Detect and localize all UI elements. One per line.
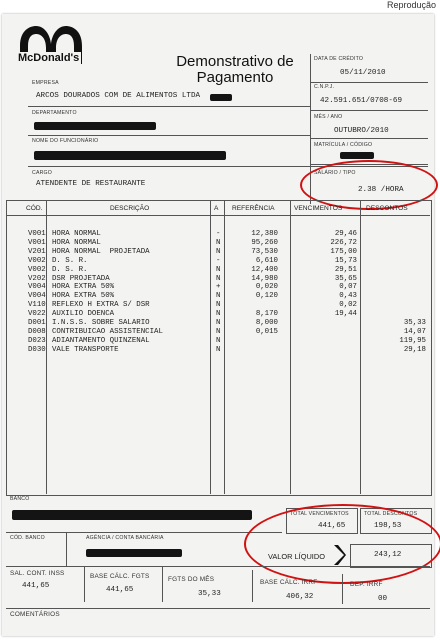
row-desconto: 119,95: [399, 336, 426, 345]
row-referencia: 0,015: [255, 327, 278, 336]
table-row: [2, 292, 434, 301]
total-descontos-label: TOTAL DESCONTOS: [364, 511, 418, 517]
col-header-a: A: [214, 205, 219, 212]
row-desconto: 29,18: [403, 345, 426, 354]
redacted-agencia: [86, 549, 182, 557]
departamento-label: DEPARTAMENTO: [32, 110, 77, 116]
redacted-matricula: [340, 152, 374, 159]
dep-irrf-value: 00: [378, 595, 388, 603]
table-row: [2, 346, 434, 355]
divider: [310, 138, 428, 139]
fgts-mes-value: 35,33: [198, 590, 221, 598]
mes-ano-value: OUTUBRO/2010: [334, 127, 389, 135]
valor-liquido-label: VALOR LÍQUIDO: [268, 552, 325, 561]
sal-cont-inss-label: SAL. CONT. INSS: [10, 570, 65, 577]
row-indicator: -: [216, 230, 221, 238]
divider: [28, 135, 310, 136]
row-indicator: N: [216, 292, 221, 301]
cnpj-value: 42.591.651/0708-69: [320, 97, 403, 105]
salario-label: SALÁRIO / TIPO: [314, 170, 356, 176]
row-referencia: 12,400: [251, 265, 278, 274]
row-description: AUXILIO DOENCA: [52, 310, 115, 319]
matricula-label: MATRÍCULA / CÓDIGO: [314, 142, 373, 148]
row-referencia: 8,000: [255, 319, 278, 327]
row-vencimento: 226,72: [330, 238, 357, 247]
agencia-label: AGÊNCIA / CONTA BANCÁRIA: [86, 535, 164, 541]
row-desconto: 14,07: [403, 327, 426, 336]
row-indicator: N: [216, 301, 221, 310]
row-code: V004: [28, 283, 46, 292]
table-row: [2, 248, 434, 257]
col-divider: [84, 566, 85, 602]
cargo-value: ATENDENTE DE RESTAURANTE: [36, 180, 146, 188]
row-code: V002: [28, 256, 46, 265]
salario-value: 2.38 /HORA: [358, 186, 404, 194]
row-description: I.N.S.S. SOBRE SALARIO: [52, 319, 150, 327]
col-divider: [162, 566, 163, 602]
col-header-cod: CÓD.: [26, 205, 43, 212]
redacted-funcionario-name: [34, 151, 226, 160]
redacted-empresa-suffix: [210, 94, 232, 101]
row-code: V022: [28, 310, 46, 319]
row-code: V202: [28, 274, 46, 283]
table-row: [2, 328, 434, 337]
row-code: V001: [28, 230, 46, 238]
funcionario-label: NOME DO FUNCIONÁRIO: [32, 138, 99, 144]
total-descontos-value: 198,53: [374, 522, 402, 530]
base-irrf-value: 406,32: [286, 593, 314, 601]
row-description: HORA NORMAL PROJETADA: [52, 247, 150, 256]
row-indicator: N: [216, 247, 221, 256]
divider: [310, 110, 428, 111]
table-row: [2, 310, 434, 319]
row-description: CONTRIBUICAO ASSISTENCIAL: [52, 327, 163, 336]
divider: [28, 106, 310, 107]
row-description: D. S. R.: [52, 265, 88, 274]
row-indicator: N: [216, 327, 221, 336]
divider: [310, 82, 428, 83]
row-vencimento: 19,44: [334, 310, 357, 319]
row-code: V110: [28, 301, 46, 310]
row-referencia: 14,980: [251, 274, 278, 283]
redacted-banco: [12, 510, 252, 520]
row-code: D030: [28, 345, 46, 354]
col-header-descricao: DESCRIÇÃO: [110, 205, 150, 212]
row-vencimento: 0,43: [339, 292, 357, 301]
data-credito-label: DATA DE CRÉDITO: [314, 56, 364, 62]
col-header-vencimentos: VENCIMENTOS: [294, 205, 343, 212]
base-irrf-label: BASE CÁLC. IRRF: [260, 579, 318, 586]
row-vencimento: 175,00: [330, 247, 357, 256]
row-referencia: 73,530: [251, 247, 278, 256]
redacted-departamento: [34, 122, 156, 130]
row-description: HORA NORMAL: [52, 230, 101, 238]
annotation-circle-totals: [244, 504, 440, 584]
table-row: [2, 283, 434, 292]
table-row: [2, 230, 434, 239]
row-code: D023: [28, 336, 46, 345]
row-referencia: 0,020: [255, 283, 278, 292]
row-indicator: N: [216, 345, 221, 354]
row-code: V004: [28, 292, 46, 301]
image-credit: Reprodução: [386, 0, 436, 10]
divider: [6, 608, 430, 609]
row-code: V002: [28, 265, 46, 274]
table-row: [2, 301, 434, 310]
sal-cont-inss-value: 441,65: [22, 582, 50, 590]
row-referencia: 95,260: [251, 238, 278, 247]
fgts-mes-label: FGTS DO MÊS: [168, 576, 215, 583]
row-description: VALE TRANSPORTE: [52, 345, 119, 354]
row-code: D008: [28, 327, 46, 336]
divider: [6, 566, 430, 567]
table-row: [2, 257, 434, 266]
row-referencia: 8,170: [255, 310, 278, 319]
cargo-label: CARGO: [32, 170, 53, 176]
row-description: ADIANTAMENTO QUINZENAL: [52, 336, 150, 345]
title-line-1: Demonstrativo de: [176, 53, 294, 70]
row-vencimento: 29,51: [334, 265, 357, 274]
row-referencia: 6,610: [255, 256, 278, 265]
table-row: [2, 337, 434, 346]
row-indicator: N: [216, 265, 221, 274]
total-vencimentos-value: 441,65: [318, 522, 346, 530]
col-divider: [66, 532, 67, 566]
row-indicator: N: [216, 274, 221, 283]
table-header-divider: [6, 215, 430, 216]
col-header-descontos: DESCONTOS: [366, 205, 408, 212]
divider: [6, 532, 282, 533]
row-indicator: -: [216, 256, 221, 265]
table-row: [2, 275, 434, 284]
cnpj-label: C.N.P.J.: [314, 84, 335, 90]
row-indicator: N: [216, 310, 221, 319]
row-referencia: 0,120: [255, 292, 278, 301]
row-desconto: 35,33: [403, 319, 426, 327]
col-divider: [342, 574, 343, 604]
banco-label: BANCO: [10, 496, 30, 502]
row-vencimento: 35,65: [334, 274, 357, 283]
dep-irrf-label: DEP. IRRF: [350, 581, 383, 588]
document-title: [162, 54, 308, 86]
col-header-referencia: REFERÊNCIA: [232, 205, 275, 212]
row-code: V001: [28, 238, 46, 247]
title-line-2: Pagamento: [196, 69, 274, 86]
base-fgts-value: 441,65: [106, 586, 134, 594]
row-description: D. S. R.: [52, 256, 88, 265]
row-indicator: N: [216, 336, 221, 345]
row-code: V201: [28, 247, 46, 256]
empresa-label: EMPRESA: [32, 80, 59, 86]
col-divider: [252, 570, 253, 602]
row-code: D001: [28, 319, 46, 327]
row-description: DSR PROJETADA: [52, 274, 110, 283]
data-credito-value: 05/11/2010: [340, 69, 386, 77]
cod-banco-label: CÓD. BANCO: [10, 535, 45, 541]
valor-liquido-value: 243,12: [374, 551, 402, 559]
table-row: [2, 239, 434, 248]
row-description: HORA EXTRA 50%: [52, 292, 115, 301]
total-vencimentos-label: TOTAL VENCIMENTOS: [290, 511, 349, 517]
row-description: HORA NORMAL: [52, 238, 101, 247]
row-description: HORA EXTRA 50%: [52, 283, 115, 292]
mes-ano-label: MÊS / ANO: [314, 114, 343, 120]
row-vencimento: 0,07: [339, 283, 357, 292]
row-indicator: N: [216, 238, 221, 247]
row-vencimento: 0,02: [339, 301, 357, 310]
brand-name: McDonald's: [18, 52, 80, 64]
row-vencimento: 15,73: [334, 256, 357, 265]
row-indicator: N: [216, 319, 221, 327]
table-row: [2, 266, 434, 275]
table-row: [2, 319, 434, 328]
row-vencimento: 29,46: [334, 230, 357, 238]
row-indicator: +: [216, 283, 221, 292]
row-referencia: 12,380: [251, 230, 278, 238]
row-description: REFLEXO H EXTRA S/ DSR: [52, 301, 150, 310]
base-fgts-label: BASE CÁLC. FGTS: [90, 573, 150, 580]
payslip-document: [2, 14, 434, 636]
empresa-value: ARCOS DOURADOS COM DE ALIMENTOS LTDA: [36, 92, 201, 100]
comentarios-label: COMENTÁRIOS: [10, 611, 60, 618]
